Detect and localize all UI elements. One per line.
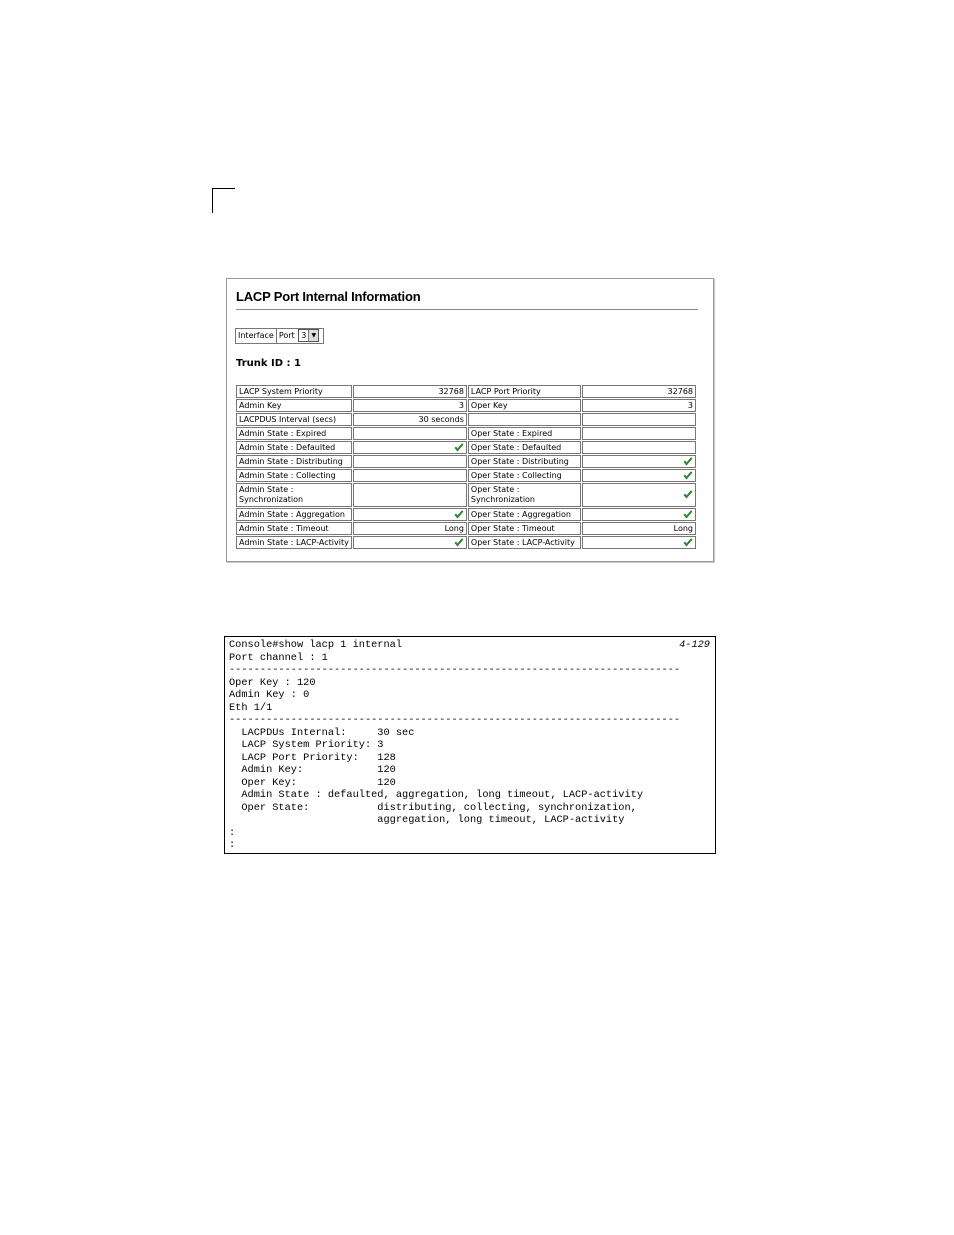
table-row bbox=[236, 469, 696, 482]
oper-value-cell bbox=[582, 508, 696, 521]
admin-label-cell: Admin State : Collecting bbox=[236, 469, 352, 482]
oper-value-cell bbox=[582, 483, 696, 507]
crop-mark bbox=[212, 188, 235, 213]
check-icon bbox=[683, 510, 693, 519]
oper-label-cell: Oper State : Collecting bbox=[468, 469, 582, 482]
admin-value-cell bbox=[353, 469, 467, 482]
admin-value-cell: Long bbox=[353, 522, 467, 535]
oper-label-cell: Oper State : LACP-Activity bbox=[468, 536, 582, 549]
table-row bbox=[236, 413, 696, 426]
oper-value-cell bbox=[582, 455, 696, 468]
check-icon bbox=[683, 538, 693, 547]
oper-value-cell bbox=[582, 536, 696, 549]
oper-label-cell: Oper State : Distributing bbox=[468, 455, 582, 468]
oper-value-cell bbox=[582, 413, 696, 426]
table-row bbox=[236, 427, 696, 440]
check-icon bbox=[454, 510, 464, 519]
chevron-down-icon[interactable]: ▼ bbox=[308, 330, 318, 341]
oper-value-cell bbox=[582, 427, 696, 440]
admin-value-cell bbox=[353, 483, 467, 507]
admin-label-cell: Admin State : LACP-Activity bbox=[236, 536, 352, 549]
interface-label: Interface bbox=[236, 329, 277, 343]
admin-label-cell: Admin State : Defaulted bbox=[236, 441, 352, 454]
oper-value-cell: Long bbox=[582, 522, 696, 535]
table-row bbox=[236, 508, 696, 521]
port-select-value: 3 bbox=[301, 331, 307, 340]
oper-label-cell: Oper State : Expired bbox=[468, 427, 582, 440]
check-icon bbox=[683, 457, 693, 466]
admin-label-cell: Admin State : Timeout bbox=[236, 522, 352, 535]
table-row bbox=[236, 455, 696, 468]
title-divider bbox=[236, 309, 698, 310]
admin-value-cell: 30 seconds bbox=[353, 413, 467, 426]
console-output bbox=[224, 636, 716, 854]
check-icon bbox=[454, 443, 464, 452]
trunk-id: Trunk ID : 1 bbox=[236, 358, 301, 369]
admin-label-cell: Admin State : Distributing bbox=[236, 455, 352, 468]
oper-value-cell: 3 bbox=[582, 399, 696, 412]
admin-label-cell: LACP System Priority bbox=[236, 385, 352, 398]
oper-label-cell: Oper State : Timeout bbox=[468, 522, 582, 535]
console-text: Console#show lacp 1 internal Port channel : 1 ------------------------------------------------------------------------- Oper Key : 120 Admin Key : 0 Eth 1/1 ------------------------------------------------------------------------- LACPDUs Internal: 30 sec LACP System Priority: 3 LACP Port Priority: 128 Admin Key: 120 Oper Key: 120 Admin State : defaulted, aggregation, long timeout, LACP-activity Oper State: distributing, collecting, synchronization, aggregation, long timeout, LACP-activity : : bbox=[229, 639, 681, 851]
admin-value-cell: 3 bbox=[353, 399, 467, 412]
table-row bbox=[236, 536, 696, 549]
lacp-info-table bbox=[235, 384, 697, 550]
admin-value-cell bbox=[353, 536, 467, 549]
page-reference: 4-129 bbox=[679, 639, 710, 651]
table-row bbox=[236, 522, 696, 535]
port-cell bbox=[277, 329, 324, 343]
check-icon bbox=[683, 490, 693, 499]
table-row bbox=[236, 399, 696, 412]
admin-label-cell: Admin State : Expired bbox=[236, 427, 352, 440]
oper-label-cell: Oper State : Defaulted bbox=[468, 441, 582, 454]
lacp-port-internal-panel bbox=[226, 278, 714, 562]
oper-value-cell bbox=[582, 441, 696, 454]
check-icon bbox=[454, 538, 464, 547]
port-label: Port bbox=[278, 331, 295, 340]
admin-label-cell: LACPDUS Interval (secs) bbox=[236, 413, 352, 426]
panel-title: LACP Port Internal Information bbox=[236, 289, 421, 304]
interface-selector bbox=[235, 328, 324, 344]
admin-value-cell bbox=[353, 508, 467, 521]
table-row bbox=[236, 483, 696, 507]
table-row bbox=[236, 441, 696, 454]
oper-label-cell: LACP Port Priority bbox=[468, 385, 582, 398]
oper-value-cell: 32768 bbox=[582, 385, 696, 398]
admin-value-cell bbox=[353, 441, 467, 454]
admin-value-cell bbox=[353, 455, 467, 468]
oper-label-cell: Oper State : Aggregation bbox=[468, 508, 582, 521]
check-icon bbox=[683, 471, 693, 480]
oper-label-cell: Oper Key bbox=[468, 399, 582, 412]
oper-label-cell bbox=[468, 413, 582, 426]
oper-label-cell: Oper State : Synchronization bbox=[468, 483, 582, 507]
admin-label-cell: Admin Key bbox=[236, 399, 352, 412]
admin-value-cell bbox=[353, 427, 467, 440]
admin-value-cell: 32768 bbox=[353, 385, 467, 398]
admin-label-cell: Admin State : Aggregation bbox=[236, 508, 352, 521]
port-select[interactable] bbox=[298, 329, 319, 342]
table-row bbox=[236, 385, 696, 398]
admin-label-cell: Admin State : Synchronization bbox=[236, 483, 352, 507]
oper-value-cell bbox=[582, 469, 696, 482]
